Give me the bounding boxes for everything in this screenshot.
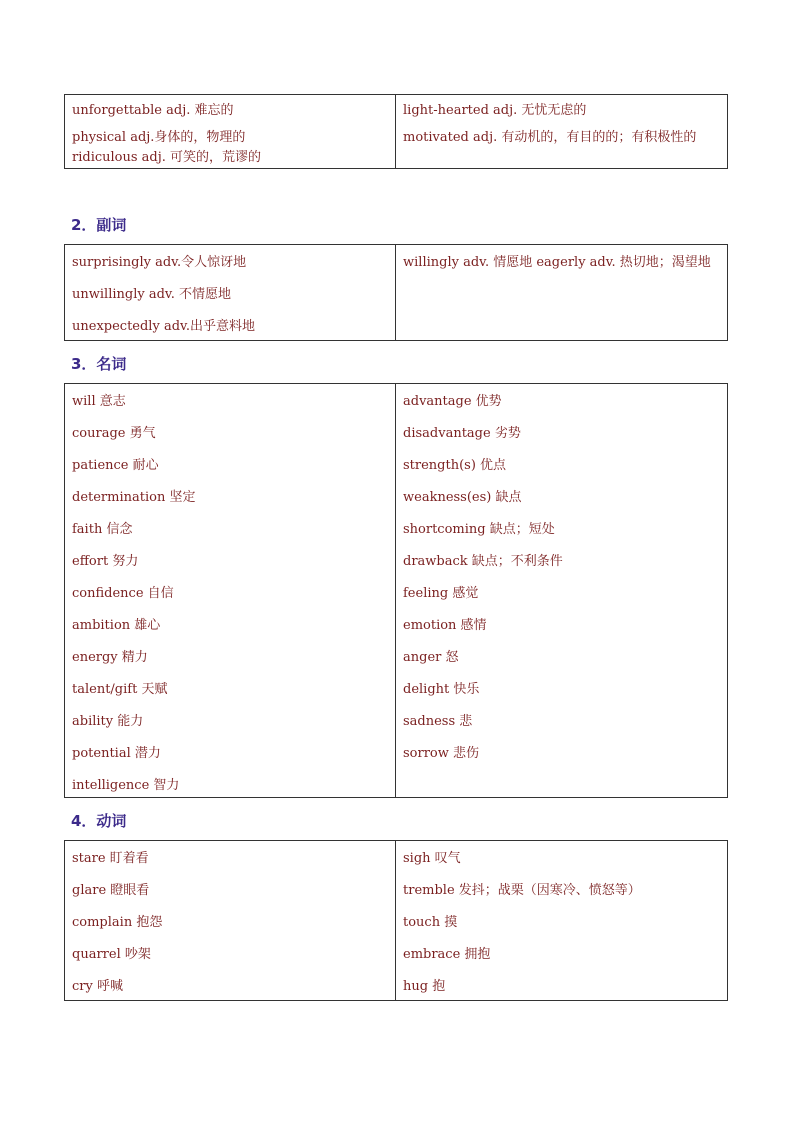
adjective-table-right [396, 95, 727, 168]
vocab-item: light-hearted adj. 无忧无虑的 [403, 103, 587, 118]
vocab-item: motivated adj. 有动机的，有目的的；有积极性的 [403, 130, 697, 145]
vocab-item: sorrow 悲伤 [403, 746, 480, 761]
verb-table [64, 840, 728, 1001]
adverb-table-left [65, 245, 396, 340]
adjective-table-left [65, 95, 396, 168]
vocab-item: stare 盯着看 [72, 851, 149, 866]
vocab-item: strength(s) 优点 [403, 458, 507, 473]
vocab-item: energy 精力 [72, 650, 148, 665]
adverb-table-right [396, 245, 727, 340]
vocab-item: complain 抱怨 [72, 915, 163, 930]
vocab-item: ability 能力 [72, 714, 144, 729]
vocab-item: ridiculous adj. 可笑的，荒谬的 [72, 150, 262, 165]
vocab-item: courage 勇气 [72, 426, 156, 441]
vocab-item: tremble 发抖；战栗（因寒冷、愤怒等） [403, 883, 641, 898]
vocab-item: faith 信念 [72, 522, 133, 537]
vocab-item: unforgettable adj. 难忘的 [72, 103, 234, 118]
vocab-item: delight 快乐 [403, 682, 480, 697]
vocab-item: touch 摸 [403, 915, 458, 930]
vocab-item: drawback 缺点；不利条件 [403, 554, 563, 569]
vocab-item: unexpectedly adv.出乎意料地 [72, 319, 255, 334]
noun-table-left [65, 384, 396, 797]
section-heading-nouns: 3．名词 [71, 355, 127, 373]
vocab-item: physical adj.身体的，物理的 [72, 130, 246, 145]
vocab-item: surprisingly adv.令人惊讶地 [72, 255, 247, 270]
vocab-item: talent/gift 天赋 [72, 682, 168, 697]
vocab-item: hug 抱 [403, 979, 446, 994]
vocab-item: will 意志 [72, 394, 126, 409]
section-heading-verbs: 4．动词 [71, 812, 127, 830]
vocab-item: patience 耐心 [72, 458, 159, 473]
vocab-item: quarrel 吵架 [72, 947, 151, 962]
vocab-item: feeling 感觉 [403, 586, 479, 601]
noun-table-right [396, 384, 727, 797]
vocab-item: confidence 自信 [72, 586, 174, 601]
adverb-table [64, 244, 728, 341]
vocab-item: glare 瞪眼看 [72, 883, 150, 898]
vocab-item: sigh 叹气 [403, 851, 461, 866]
vocab-item: weakness(es) 缺点 [403, 490, 522, 505]
adjective-table [64, 94, 728, 169]
vocab-item: ambition 雄心 [72, 618, 161, 633]
vocab-item: advantage 优势 [403, 394, 502, 409]
vocab-item: embrace 拥抱 [403, 947, 491, 962]
vocab-item: potential 潜力 [72, 746, 161, 761]
vocab-item: anger 怒 [403, 650, 459, 665]
vocab-item: sadness 悲 [403, 714, 473, 729]
vocab-item: intelligence 智力 [72, 778, 180, 793]
vocab-item: shortcoming 缺点；短处 [403, 522, 555, 537]
vocab-item: disadvantage 劣势 [403, 426, 521, 441]
vocab-item: unwillingly adv. 不情愿地 [72, 287, 231, 302]
verb-table-right [396, 841, 727, 1000]
vocab-item: determination 坚定 [72, 490, 196, 505]
vocab-item: effort 努力 [72, 554, 139, 569]
verb-table-left [65, 841, 396, 1000]
section-heading-adverbs: 2．副词 [71, 216, 127, 234]
noun-table [64, 383, 728, 798]
vocab-item: willingly adv. 情愿地 eagerly adv. 热切地；渴望地 [403, 255, 711, 270]
vocab-item: cry 呼喊 [72, 979, 123, 994]
vocab-item: emotion 感情 [403, 618, 487, 633]
